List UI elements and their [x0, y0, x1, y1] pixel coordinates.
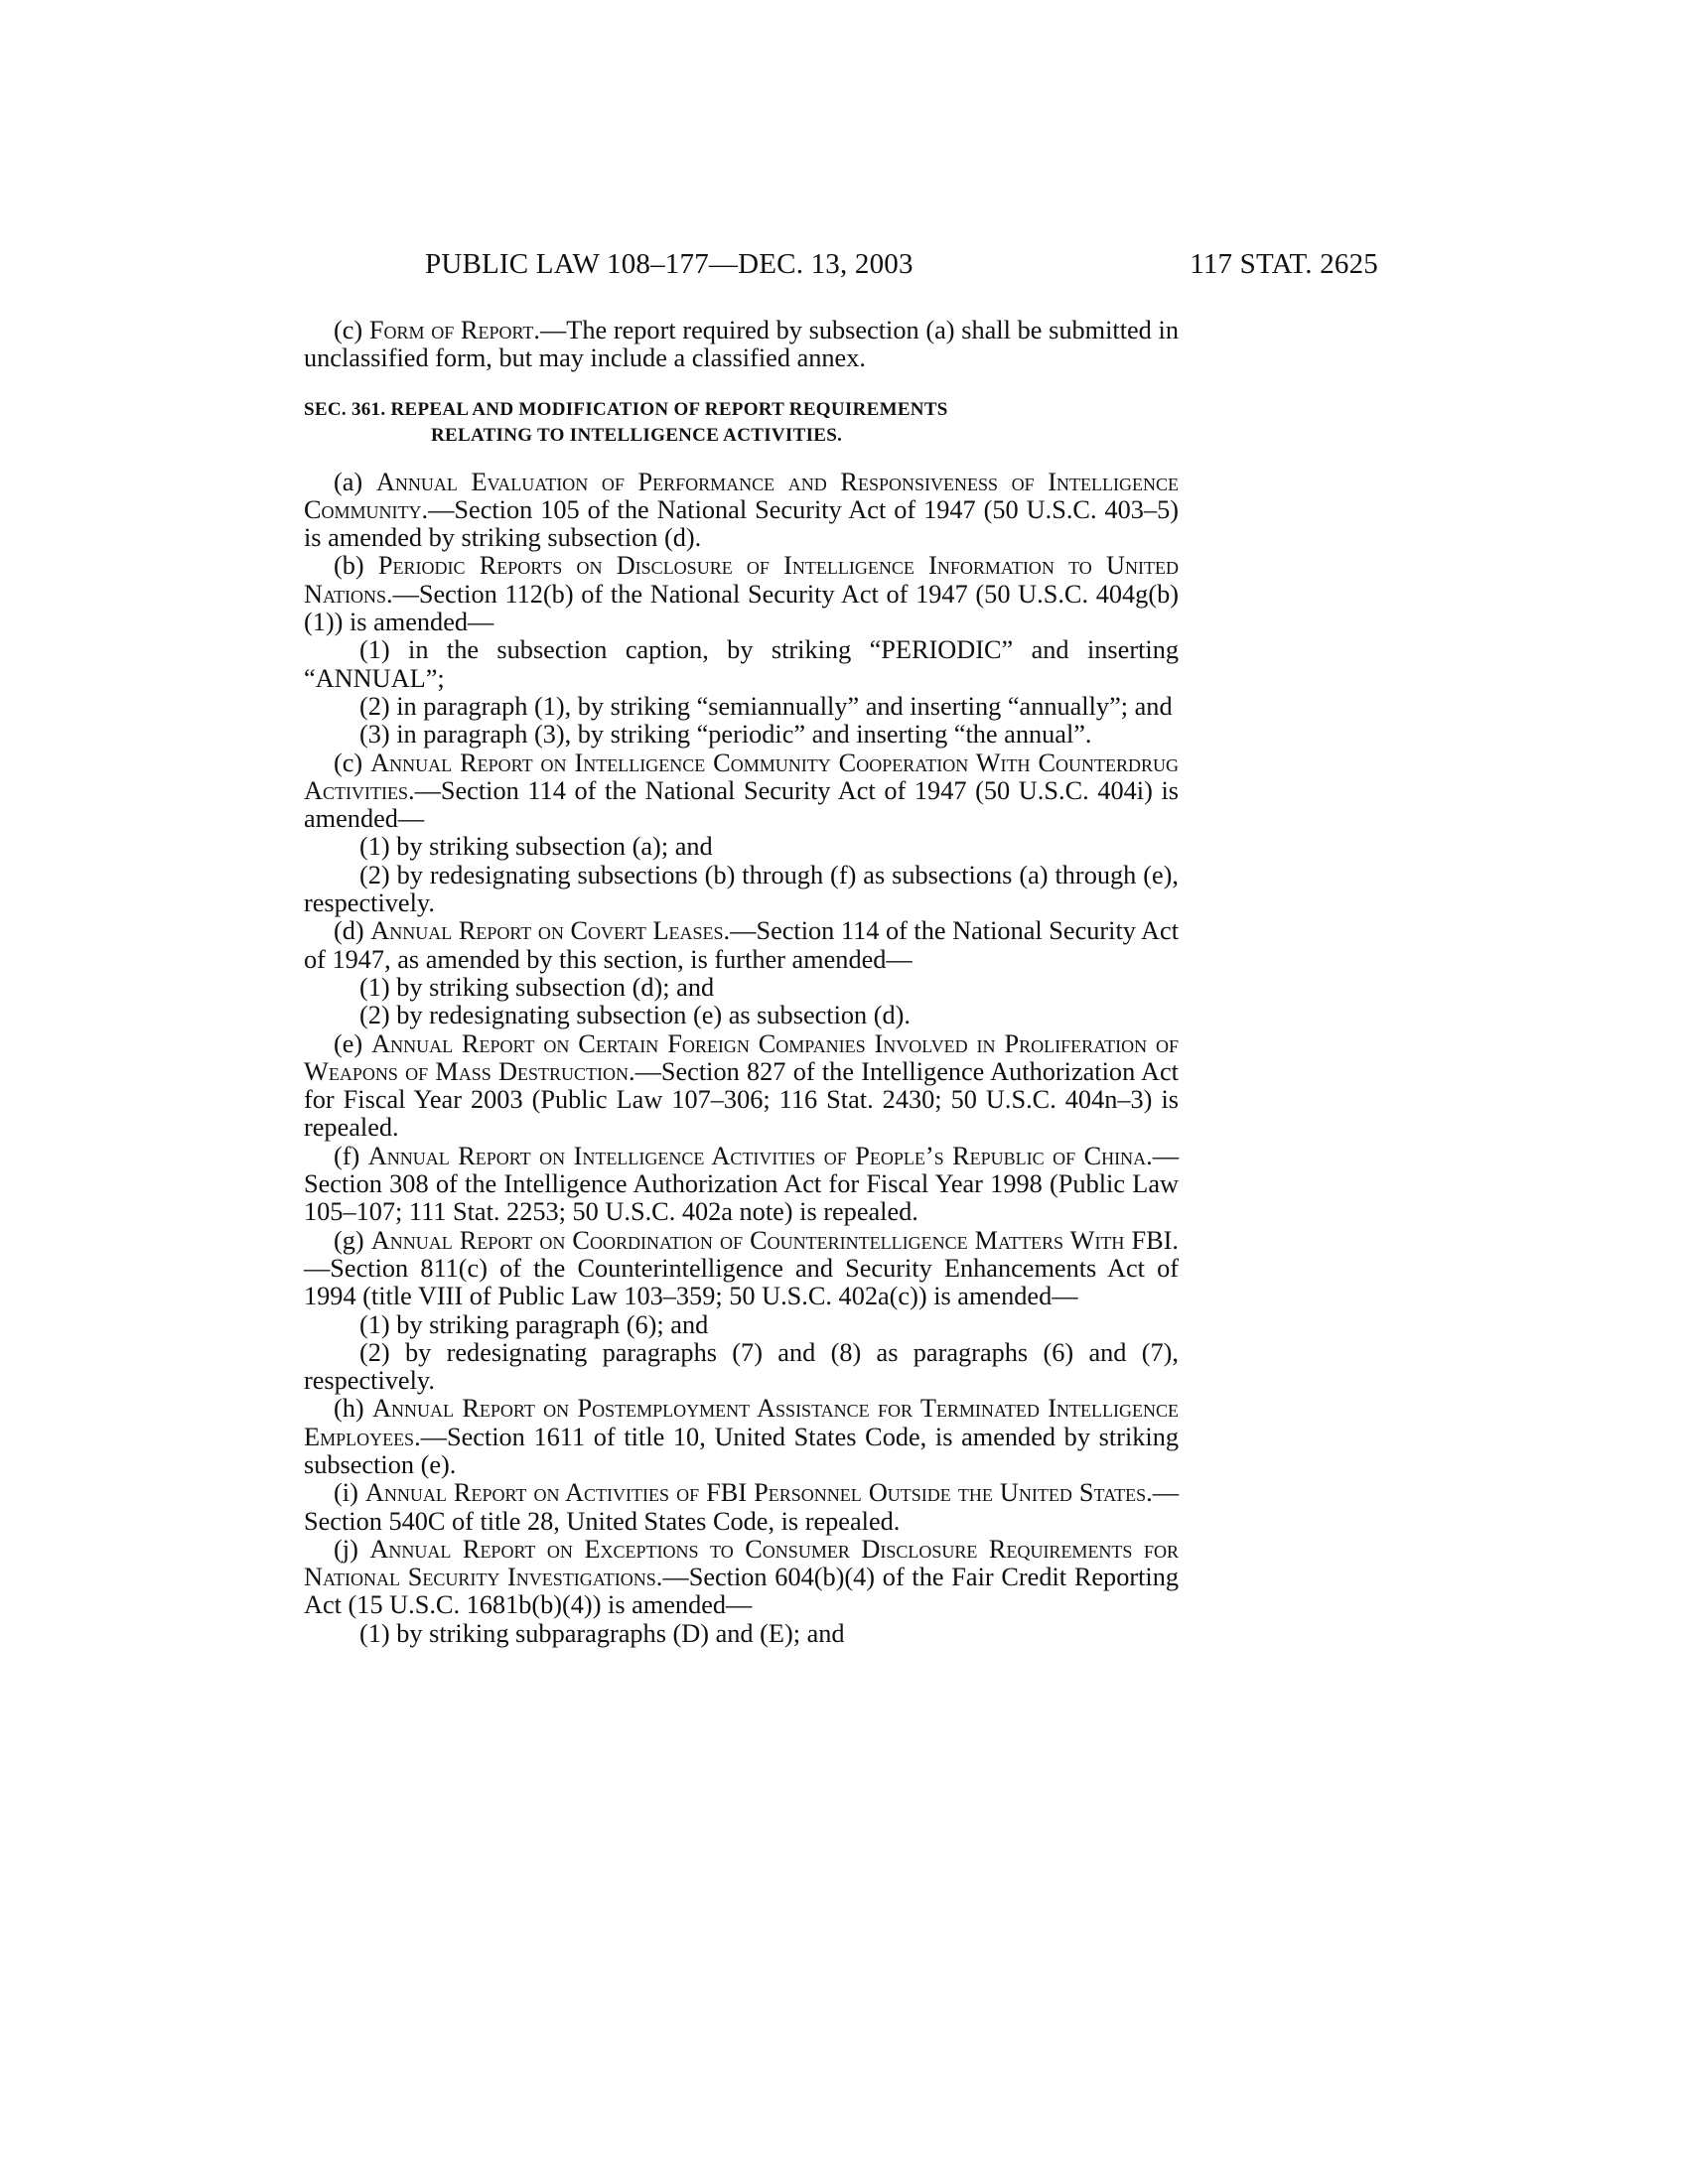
subsection-caption: Annual Report on Postemployment Assistance for Terminated Intelligence Employees.	[304, 1394, 1179, 1451]
paragraph-item: (2) by redesignating subsections (b) through (f) as subsections (a) through (e), respectively.	[304, 860, 1179, 918]
subsection-label: (b)	[334, 551, 364, 581]
paragraph-item: (2) in paragraph (1), by striking “semiannually” and inserting “annually”; and	[359, 691, 1173, 721]
subsection-a	[304, 469, 1179, 553]
subsection-label: (j)	[334, 1534, 358, 1564]
subsection-caption: Annual Report on Intelligence Community Cooperation With Counterdrug Activities.	[304, 748, 1179, 805]
paragraph-item: (1) by striking subparagraphs (D) and (E); and	[359, 1618, 845, 1648]
page-header	[425, 248, 1378, 292]
subsection-caption: Annual Report on Intelligence Activities of People’s Republic of China.	[367, 1141, 1153, 1170]
subsection-text: —Section 105 of the National Security Act of 1947 (50 U.S.C. 403–5) is amended by striking subsection (d).	[304, 494, 1179, 553]
section-heading	[304, 397, 1179, 449]
paragraph-label: (c)	[334, 316, 363, 344]
subsection-h	[304, 1395, 1179, 1479]
section-heading-line-1: SEC. 361. REPEAL AND MODIFICATION OF REPORT REQUIREMENTS	[304, 398, 948, 420]
subsection-c	[304, 750, 1179, 834]
subsection-b	[304, 552, 1179, 636]
paragraph-item: (1) by striking paragraph (6); and	[359, 1309, 709, 1339]
subsection-label: (g)	[334, 1225, 364, 1255]
subsection-caption: Annual Report on Covert Leases.	[370, 916, 731, 946]
subsection-label: (f)	[334, 1141, 360, 1170]
subsection-i	[304, 1479, 1179, 1536]
subsection-text: —Section 114 of the National Security Act of 1947 (50 U.S.C. 404i) is amended—	[304, 775, 1179, 834]
paragraph-item: (1) by striking subsection (a); and	[359, 832, 713, 862]
subsection-text: —Section 308 of the Intelligence Authorization Act for Fiscal Year 1998 (Public Law 105–107; 111 Stat. 2253; 50 U.S.C. 402a note) is repealed.	[304, 1141, 1179, 1227]
subsection-text: —Section 811(c) of the Counterintelligence and Security Enhancements Act of 1994 (title VIII of Public Law 103–359; 50 U.S.C. 402a(c)) is amended—	[304, 1253, 1179, 1311]
subsection-d	[304, 917, 1179, 974]
subsection-label: (d)	[334, 916, 364, 946]
subsection-text: —Section 604(b)(4) of the Fair Credit Reporting Act (15 U.S.C. 1681b(b)(4)) is amended—	[304, 1563, 1180, 1620]
subsection-label: (e)	[334, 1028, 363, 1058]
subsection-caption: Annual Report on Activities of FBI Personnel Outside the United States.	[364, 1478, 1153, 1508]
subsection-text: —Section 827 of the Intelligence Authorization Act for Fiscal Year 2003 (Public Law 107–306; 116 Stat. 2430; 50 U.S.C. 404n–3) is repealed.	[304, 1056, 1179, 1143]
paragraph-item: (2) by redesignating subsection (e) as subsection (d).	[359, 1001, 912, 1030]
subsection-text: —Section 540C of title 28, United States Code, is repealed.	[304, 1478, 1179, 1536]
subsection-label: (i)	[334, 1478, 358, 1508]
subsection-caption: Annual Report on Exceptions to Consumer Disclosure Requirements for National Security Investigations.	[304, 1534, 1179, 1592]
subsection-caption: Periodic Reports on Disclosure of Intelligence Information to United Nations.	[304, 551, 1179, 609]
subsection-caption: Annual Evaluation of Performance and Responsiveness of Intelligence Community.	[304, 467, 1180, 524]
subsection-j	[304, 1536, 1179, 1620]
subsection-text: —Section 1611 of title 10, United States Code, is amended by striking subsection (e).	[304, 1422, 1179, 1479]
paragraph-c-form-of-report	[304, 317, 1179, 373]
paragraph-item: (1) in the subsection caption, by striking “PERIODIC” and inserting “ANNUAL”;	[304, 635, 1179, 693]
running-head-title: PUBLIC LAW 108–177—DEC. 13, 2003	[425, 248, 914, 280]
paragraph-item: (1) by striking subsection (d); and	[359, 972, 715, 1002]
subsection-e	[304, 1030, 1179, 1143]
paragraph-text: —The report required by subsection (a) shall be submitted in unclassified form, but may include a classified annex.	[304, 316, 1179, 373]
statute-page-number: 117 STAT. 2625	[1190, 248, 1378, 280]
subsection-label: (c)	[334, 748, 363, 777]
subsection-label: (a)	[334, 467, 363, 496]
subsection-text: —Section 114 of the National Security Act of 1947, as amended by this section, is further amended—	[304, 916, 1180, 974]
paragraph-caption: Form of Report.	[368, 316, 540, 344]
paragraph-item: (2) by redesignating paragraphs (7) and (8) as paragraphs (6) and (7), respectively.	[304, 1337, 1179, 1396]
subsection-caption: Annual Report on Coordination of Counterintelligence Matters With FBI.	[370, 1225, 1179, 1255]
paragraph-item: (3) in paragraph (3), by striking “periodic” and inserting “the annual”.	[359, 720, 1092, 750]
document-body	[304, 317, 1179, 1648]
subsection-text: —Section 112(b) of the National Security Act of 1947 (50 U.S.C. 404g(b)(1)) is amended—	[304, 579, 1179, 637]
subsection-g	[304, 1227, 1179, 1311]
section-heading-line-2: RELATING TO INTELLIGENCE ACTIVITIES.	[431, 424, 843, 446]
subsection-caption: Annual Report on Certain Foreign Companies Involved in Proliferation of Weapons of Mass Destruction.	[304, 1028, 1179, 1086]
subsection-f	[304, 1143, 1179, 1227]
subsection-label: (h)	[334, 1394, 364, 1424]
